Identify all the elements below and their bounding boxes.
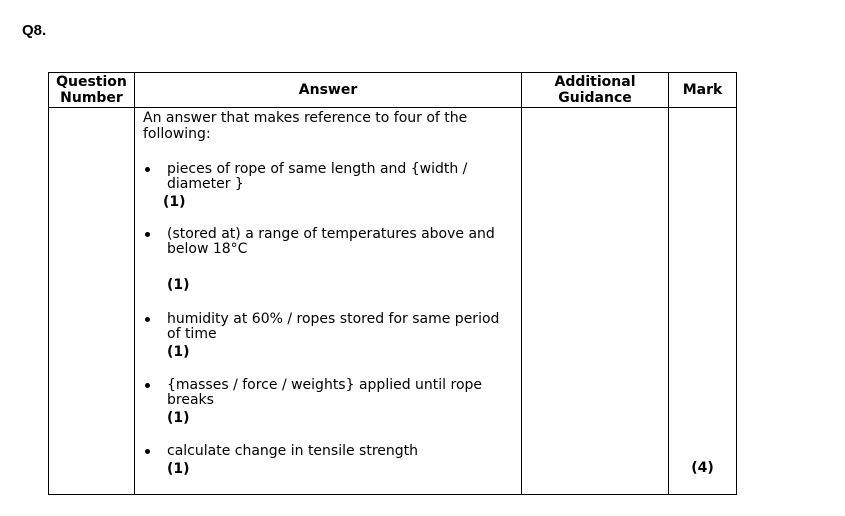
bullet-mark: (1) — [163, 194, 186, 210]
bullet-text: humidity at 60% / ropes stored for same period of time — [167, 311, 500, 342]
answer-bullet — [143, 444, 515, 477]
bullet-icon — [145, 383, 150, 388]
bullet-text: pieces of rope of same length and {width / diameter } — [167, 161, 468, 192]
total-mark-cell: (4) — [669, 108, 737, 495]
bullet-mark: (1) — [167, 410, 190, 426]
header-mark: Mark — [669, 73, 737, 108]
question-number-cell — [49, 108, 135, 495]
bullet-icon — [145, 232, 150, 237]
header-answer: Answer — [135, 73, 522, 108]
answer-intro: An answer that makes reference to four of the following: — [143, 110, 468, 142]
mark-scheme-table — [48, 72, 737, 495]
question-label: Q8. — [22, 22, 47, 39]
answer-cell — [135, 108, 522, 495]
header-additional-guidance: Additional Guidance — [522, 73, 669, 108]
bullet-text: (stored at) a range of temperatures above and below 18°C — [167, 226, 495, 257]
bullet-mark: (1) — [167, 277, 190, 293]
bullet-mark: (1) — [167, 461, 190, 477]
bullet-mark: (1) — [167, 344, 190, 360]
bullet-icon — [145, 449, 150, 454]
additional-guidance-cell — [522, 108, 669, 495]
bullet-text: calculate change in tensile strength — [167, 443, 419, 459]
bullet-icon — [145, 317, 150, 322]
answer-bullet — [143, 312, 515, 360]
table-header-row — [49, 73, 737, 108]
answer-bullet — [143, 227, 515, 293]
answer-bullet — [143, 162, 515, 210]
answer-bullet — [143, 378, 515, 426]
table-row — [49, 108, 737, 495]
answer-bullet-list — [143, 162, 515, 477]
bullet-text: {masses / force / weights} applied until rope breaks — [167, 377, 483, 408]
bullet-icon — [145, 167, 150, 172]
header-question-number: Question Number — [49, 73, 135, 108]
